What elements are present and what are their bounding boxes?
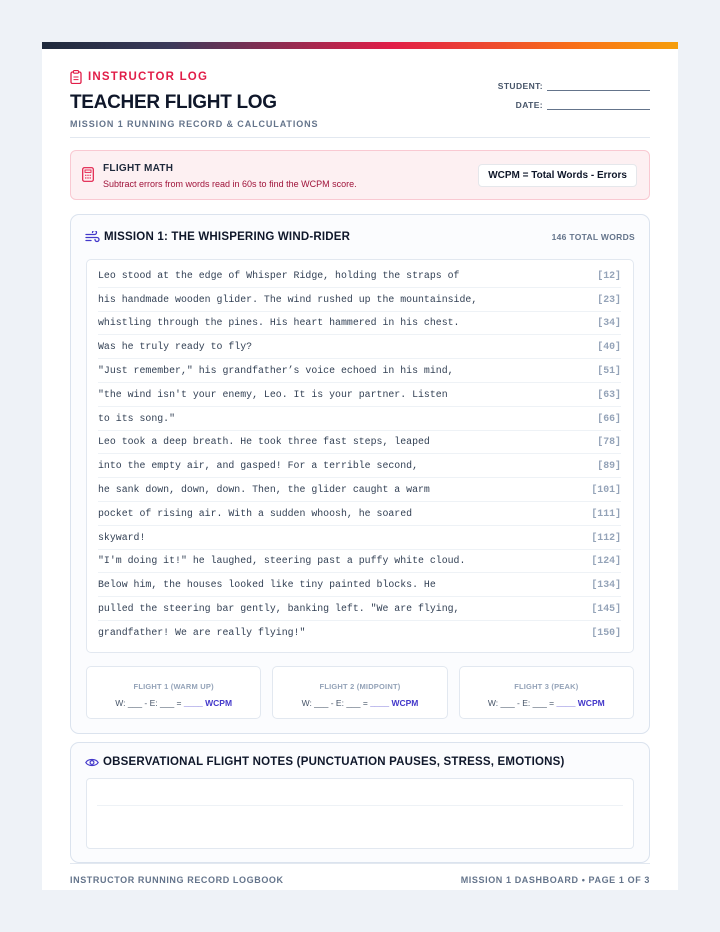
passage-line (98, 550, 621, 574)
flight-calculation (273, 698, 446, 708)
wcpm-result[interactable]: ____ WCPM (370, 698, 419, 708)
passage-line (98, 454, 621, 478)
cumulative-word-count: [40] (597, 341, 621, 353)
mission-header (85, 227, 635, 247)
notes-ruled-line (97, 805, 623, 806)
flight-card-2[interactable] (272, 666, 447, 719)
passage-line (98, 502, 621, 526)
flight-math-panel (70, 150, 650, 200)
passage-line (98, 573, 621, 597)
cumulative-word-count: [34] (597, 317, 621, 329)
eye-icon (85, 757, 99, 768)
clipboard-icon (70, 70, 82, 84)
wcpm-result[interactable]: ____ WCPM (556, 698, 605, 708)
cumulative-word-count: [111] (591, 507, 621, 519)
footer-right: MISSION 1 DASHBOARD • PAGE 1 OF 3 (460, 875, 650, 885)
passage-line (98, 383, 621, 407)
passage-line (98, 478, 621, 502)
passage-line-text: into the empty air, and gasped! For a terrible second, (98, 460, 419, 472)
passage-line-text: skyward! (98, 531, 146, 543)
calculator-icon (82, 167, 94, 182)
passage-line-text: he sank down, down, down. Then, the glider caught a warm (98, 484, 430, 496)
cumulative-word-count: [12] (597, 269, 621, 281)
page-subtitle: MISSION 1 RUNNING RECORD & CALCULATIONS (70, 119, 319, 129)
passage-line-text: pocket of rising air. With a sudden whoosh, he soared (98, 507, 413, 519)
page-title: TEACHER FLIGHT LOG (70, 92, 277, 113)
student-meta (498, 72, 650, 110)
log-page (42, 42, 678, 890)
cumulative-word-count: [145] (591, 603, 621, 615)
passage-line-text: whistling through the pines. His heart hammered in his chest. (98, 317, 460, 329)
passage-line (98, 407, 621, 431)
passage-line-text: Was he truly ready to fly? (98, 341, 253, 353)
cumulative-word-count: [89] (597, 460, 621, 472)
passage-line-text: pulled the steering bar gently, banking left. "We are flying, (98, 603, 460, 615)
wind-icon (85, 231, 100, 243)
passage-line (98, 431, 621, 455)
cumulative-word-count: [150] (591, 627, 621, 639)
page-footer (70, 875, 650, 885)
gradient-top-bar (42, 42, 678, 49)
flight-calculation (87, 698, 260, 708)
passage-line (98, 359, 621, 383)
date-label: DATE: (515, 100, 543, 110)
passage-text-box (86, 259, 634, 653)
student-name-field[interactable] (547, 82, 650, 91)
notes-panel (70, 742, 650, 863)
cumulative-word-count: [66] (597, 412, 621, 424)
flight-label: FLIGHT 1 (WARM UP) (133, 682, 214, 691)
footer-divider (70, 863, 650, 864)
passage-line-text: Leo took a deep breath. He took three fast steps, leaped (98, 436, 430, 448)
passage-line-text: "I'm doing it!" he laughed, steering past a puffy white cloud. (98, 555, 466, 567)
passage-line-text: his handmade wooden glider. The wind rushed up the mountainside, (98, 293, 478, 305)
passage-line (98, 288, 621, 312)
wcpm-formula-badge: WCPM = Total Words - Errors (478, 164, 637, 187)
flight-formula: W: ___ - E: ___ = (115, 698, 184, 708)
passage-line (98, 312, 621, 336)
cumulative-word-count: [51] (597, 365, 621, 377)
date-field[interactable] (547, 101, 650, 110)
notes-title: OBSERVATIONAL FLIGHT NOTES (PUNCTUATION PAUSES, STRESS, EMOTIONS) (103, 756, 565, 768)
footer-left: INSTRUCTOR RUNNING RECORD LOGBOOK (70, 875, 284, 885)
passage-line-text: "Just remember," his grandfather’s voice echoed in his mind, (98, 365, 454, 377)
flight-formula: W: ___ - E: ___ = (301, 698, 371, 708)
student-label: STUDENT: (497, 81, 543, 91)
brand-label: INSTRUCTOR LOG (88, 71, 209, 83)
cumulative-word-count: [112] (591, 531, 621, 543)
passage-line (98, 264, 621, 288)
flight-math-description: Subtract errors from words read in 60s to find the WCPM score. (103, 179, 357, 189)
cumulative-word-count: [23] (597, 293, 621, 305)
notes-input-area[interactable] (86, 778, 634, 849)
notes-header (85, 756, 565, 768)
passage-line (98, 597, 621, 621)
flight-card-3[interactable] (459, 666, 634, 719)
mission-panel (70, 214, 650, 734)
passage-line-text: Below him, the houses looked like tiny painted blocks. He (98, 579, 436, 591)
passage-line-text: to its song." (98, 412, 176, 424)
flight-math-title: FLIGHT MATH (103, 163, 174, 174)
cumulative-word-count: [124] (591, 555, 621, 567)
flight-formula: W: ___ - E: ___ = (487, 698, 557, 708)
page-header (70, 70, 650, 138)
passage-line-text: "the wind isn't your enemy, Leo. It is your partner. Listen (98, 388, 448, 400)
flight-calculation (460, 698, 633, 708)
mission-title: MISSION 1: THE WHISPERING WIND-RIDER (104, 231, 351, 243)
cumulative-word-count: [78] (597, 436, 621, 448)
passage-line-text: Leo stood at the edge of Whisper Ridge, holding the straps of (98, 269, 460, 281)
cumulative-word-count: [134] (591, 579, 621, 591)
passage-line (98, 526, 621, 550)
passage-line (98, 335, 621, 359)
flight-label: FLIGHT 2 (MIDPOINT) (319, 682, 401, 691)
flight-card-1[interactable] (86, 666, 261, 719)
flight-label: FLIGHT 3 (PEAK) (514, 682, 579, 691)
passage-line-text: grandfather! We are really flying!" (98, 627, 306, 639)
total-words-count: 146 TOTAL WORDS (551, 232, 635, 242)
cumulative-word-count: [101] (591, 484, 621, 496)
flight-score-cards (86, 666, 634, 719)
cumulative-word-count: [63] (597, 388, 621, 400)
wcpm-result[interactable]: ____ WCPM (183, 698, 233, 708)
passage-line (98, 621, 621, 645)
